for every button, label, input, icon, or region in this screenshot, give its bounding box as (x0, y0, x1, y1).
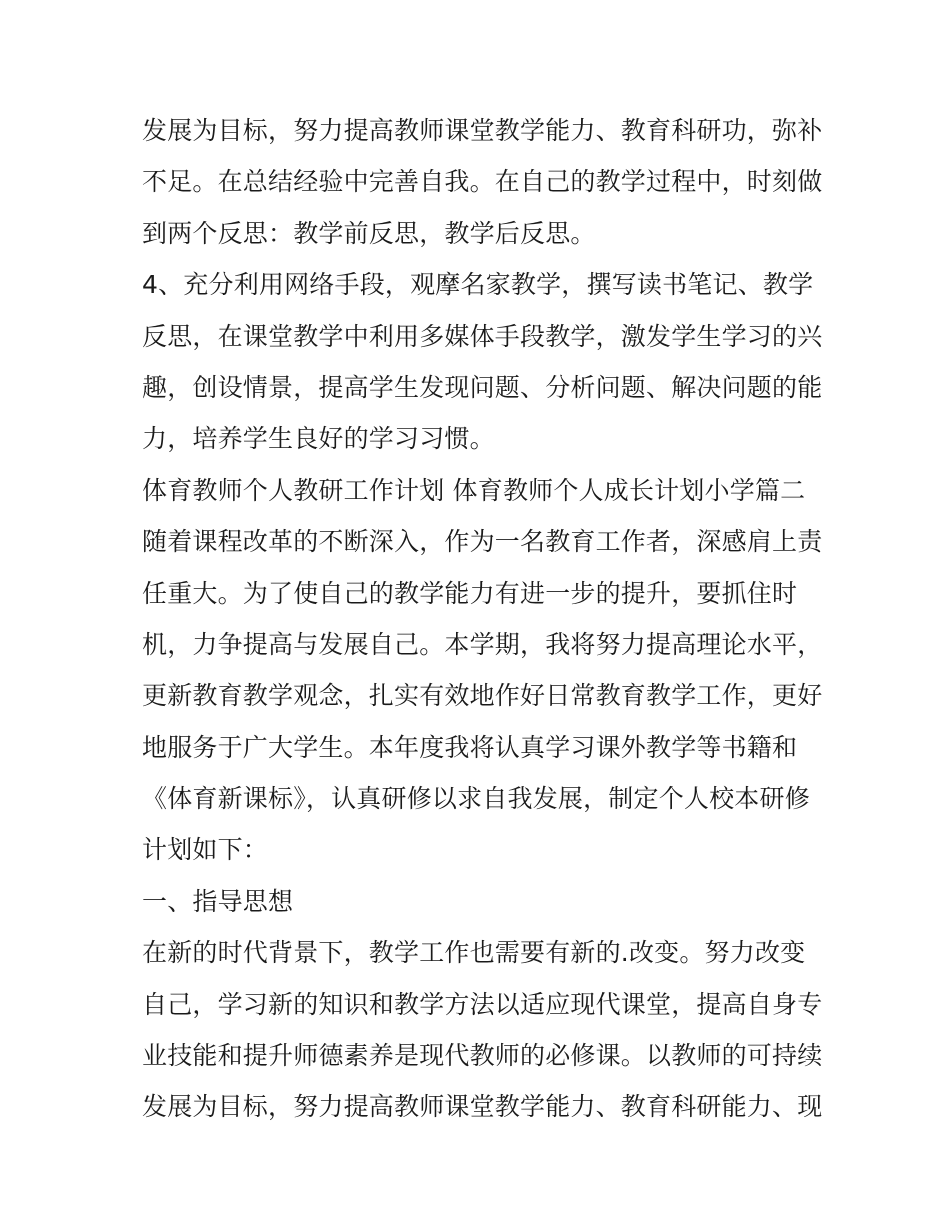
text-line: 自己，学习新的知识和教学方法以适应现代课堂，提高自身专 (142, 989, 823, 1019)
text-line: 更新教育教学观念，扎实有效地作好日常教育教学工作，更好 (142, 681, 823, 711)
text-line: 发展为目标，努力提高教师课堂教学能力、教育科研功，弥补 (142, 116, 823, 145)
text-line: 地服务于广大学生。本年度我将认真学习课外教学等书籍和 (142, 732, 798, 762)
text-line: 随着课程改革的不断深入，作为一名教育工作者，深感肩上责 (142, 527, 823, 557)
document-body (142, 105, 822, 1133)
text-line: 业技能和提升师德素养是现代教师的必修课。以教师的可持续 (142, 1041, 823, 1071)
text-line: 4、充分利用网络手段，观摩名家教学，撰写读书笔记、教学 (142, 270, 814, 300)
text-line: 反思，在课堂教学中利用多媒体手段教学，激发学生学习的兴 (142, 321, 823, 351)
text-line: 计划如下： (142, 835, 269, 865)
text-line: 到两个反思：教学前反思，教学后反思。 (142, 218, 596, 248)
text-line: 《体育新课标》，认真研修以求自我发展，制定个人校本研修 (142, 784, 810, 814)
text-line: 力，培养学生良好的学习习惯。 (142, 424, 495, 454)
text-line: 机，力争提高与发展自己。本学期，我将努力提高理论水平， (142, 629, 823, 659)
text-line: 不足。在总结经验中完善自我。在自己的教学过程中，时刻做 (142, 167, 823, 197)
text-line: 趣，创设情景，提高学生发现问题、分析问题、解决问题的能 (142, 372, 823, 402)
text-line: 发展为目标，努力提高教师课堂教学能力、教育科研能力、现 (142, 1092, 823, 1122)
text-line: 任重大。为了使自己的教学能力有进一步的提升，要抓住时 (142, 578, 798, 608)
section-title-line: 体育教师个人教研工作计划 体育教师个人成长计划小学篇二 (142, 475, 806, 505)
heading-guiding-thought: 一、指导思想 (142, 886, 294, 916)
text-line: 在新的时代背景下，教学工作也需要有新的.改变。努力改变 (142, 938, 806, 968)
